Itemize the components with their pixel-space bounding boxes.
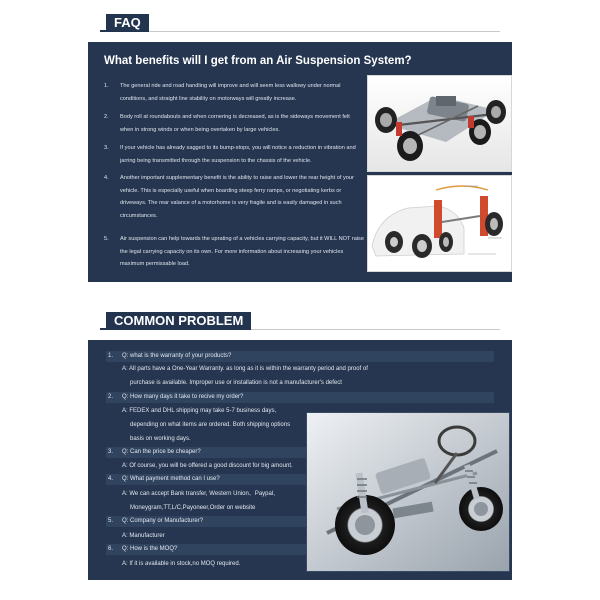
answer-line: A: FEDEX and DHL shipping may take 5-7 business days,	[122, 408, 277, 414]
answer-line: purchase is available. Improper use or installation is not a manufacturer's defect	[130, 380, 342, 386]
faq-tab: FAQ	[106, 14, 149, 32]
faq-item-number: 4.	[104, 175, 109, 181]
question-text: Q: What payment method can I use?	[122, 476, 220, 482]
faq-item-number: 2.	[104, 114, 109, 120]
faq-item-number: 1.	[104, 83, 109, 89]
suspension-photo	[306, 412, 510, 572]
faq-item-2	[104, 111, 364, 136]
faq-item-5	[104, 233, 364, 271]
chassis-photo	[367, 75, 512, 172]
question-number: 2.	[108, 394, 114, 400]
suspension-diagram-illustration	[368, 176, 511, 271]
question-number: 1.	[108, 353, 114, 359]
answer-line: Moneygram,TT,L/C,Payoneer,Order on website	[130, 505, 256, 511]
question-text: Q: How is the MOQ?	[122, 546, 178, 552]
answer-line: A: Manufacturer	[122, 533, 165, 539]
chassis-illustration	[368, 76, 511, 171]
question-text: Q: what is the warranty of your products?	[122, 353, 232, 359]
question-number: 3.	[108, 449, 114, 455]
faq-item-1	[104, 80, 364, 105]
question-text: Q: How many days it take to recive my order?	[122, 394, 244, 400]
faq-item-3	[104, 142, 364, 167]
question-number: 4.	[108, 476, 114, 482]
question-text: Q: Company or Manufacturer?	[122, 518, 204, 524]
suspension-diagram-photo	[367, 175, 512, 272]
question-number: 6.	[108, 546, 114, 552]
answer-line: depending on what items are ordered. Both shipping options	[130, 422, 291, 428]
suspension-illustration	[307, 413, 509, 571]
answer-line: A: Of course, you will be offered a good discount for big amount.	[122, 463, 293, 469]
faq-item-number: 5.	[104, 236, 109, 242]
answer-line: A: If it is available in stock,no MOQ required.	[122, 561, 241, 567]
faq-item-text: Body roll at roundabouts and when cornering is decreased, as is the sideways movement felt when in strong winds or when being overtaken by large vehicles.	[120, 114, 350, 133]
answer-line: A: All parts have a One-Year Warranty. as long as it is within the warranty period and proof of	[122, 366, 368, 372]
faq-item-text: The general ride and road handling will improve and will seem less wallowy under normal conditions, and straight line stability on motorways will greatly increase.	[120, 83, 341, 102]
faq-item-text: Another important supplementary benefit is the ability to raise and lower the rear height of your vehicle. This is especially useful when boarding steep ferry ramps, or negotiating kerbs or driveways. The rear valance of a motorhome is very fragile and is easily damaged in such circumstances.	[120, 175, 354, 219]
faq-divider	[100, 31, 500, 32]
faq-item-4	[104, 172, 364, 222]
question-text: Q: Can the price be cheaper?	[122, 449, 201, 455]
answer-line: A: We can accept Bank transfer, Western Union、Paypal、	[122, 491, 280, 497]
faq-item-number: 3.	[104, 145, 109, 151]
faq-item-text: Air suspension can help towards the uprating of a vehicles carrying capacity, but it WILL NOT raise the legal carrying capacity on its own. For more information about increasing your vehicles maximum permissable load.	[120, 236, 364, 268]
common-problem-tab: COMMON PROBLEM	[106, 312, 251, 330]
question-number: 5.	[108, 518, 114, 524]
faq-title: What benefits will I get from an Air Suspension System?	[104, 55, 412, 67]
answer-line: basis on working days.	[130, 436, 191, 442]
faq-item-text: If your vehicle has already sagged to its bump-stops, you will notice a reduction in vibration and jarring being transmitted through the suspension to the chassis of the vehicle.	[120, 145, 356, 164]
